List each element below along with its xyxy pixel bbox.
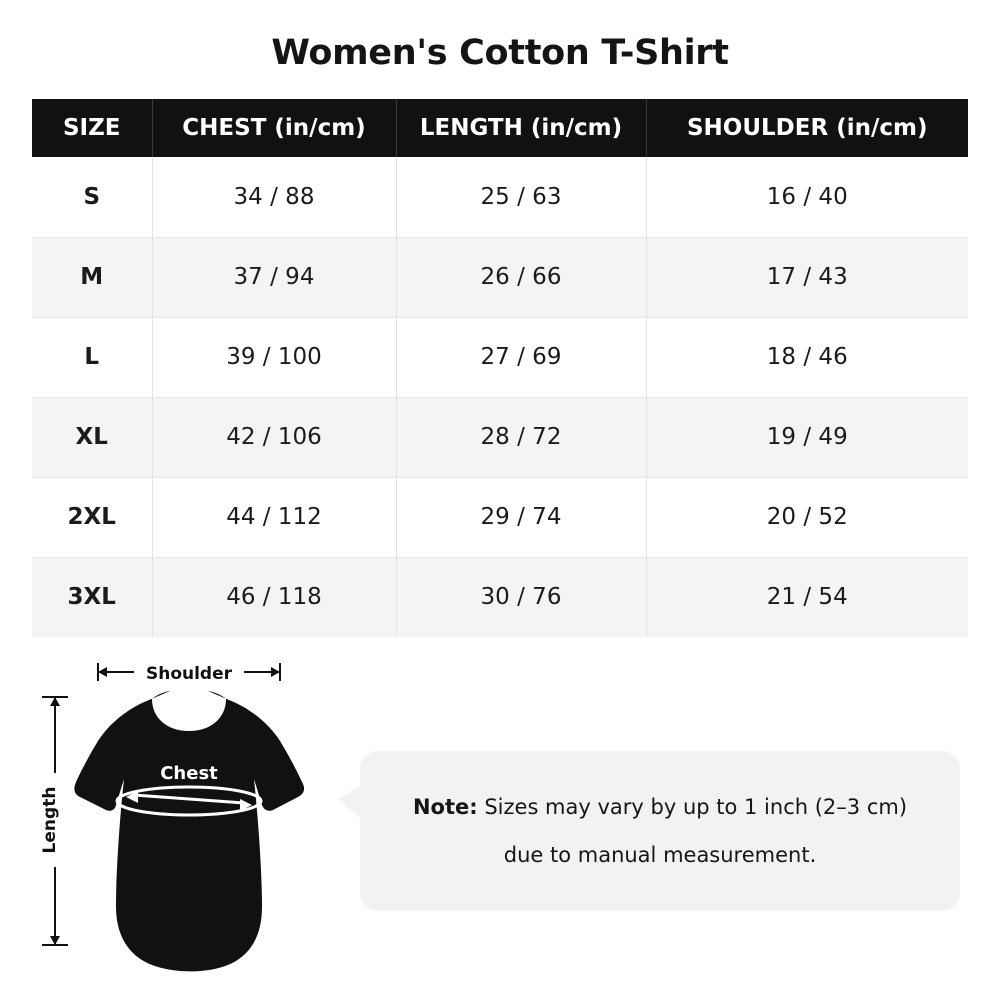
cell-size: XL	[32, 397, 152, 477]
cell-chest: 34 / 88	[152, 157, 396, 237]
size-table	[32, 99, 968, 637]
cell-shoulder: 21 / 54	[646, 557, 968, 637]
table-header-row	[32, 99, 968, 157]
table-row	[32, 557, 968, 637]
cell-chest: 39 / 100	[152, 317, 396, 397]
column-header-shoulder: SHOULDER (in/cm)	[646, 99, 968, 157]
table-row	[32, 317, 968, 397]
cell-length: 27 / 69	[396, 317, 646, 397]
cell-size: M	[32, 237, 152, 317]
length-arrow-top	[50, 697, 60, 706]
note-line-1	[413, 794, 907, 820]
cell-shoulder: 20 / 52	[646, 477, 968, 557]
callout-tail	[338, 785, 362, 819]
cell-shoulder: 19 / 49	[646, 397, 968, 477]
cell-length: 30 / 76	[396, 557, 646, 637]
cell-chest: 42 / 106	[152, 397, 396, 477]
note-text	[360, 751, 960, 911]
column-header-chest: CHEST (in/cm)	[152, 99, 396, 157]
note-label: Note:	[412, 794, 478, 819]
cell-shoulder: 16 / 40	[646, 157, 968, 237]
length-arrow-bottom	[50, 936, 60, 945]
cell-size: L	[32, 317, 152, 397]
note-callout	[360, 751, 960, 911]
shoulder-arrow-right	[271, 667, 280, 677]
cell-size: 2XL	[32, 477, 152, 557]
note-line-2: due to manual measurement.	[503, 843, 817, 867]
table-header	[32, 99, 968, 157]
cell-length: 28 / 72	[396, 397, 646, 477]
cell-length: 25 / 63	[396, 157, 646, 237]
table-row	[32, 237, 968, 317]
tshirt-illustration	[30, 655, 360, 985]
measurement-diagram	[0, 655, 1000, 985]
table-row	[32, 157, 968, 237]
table-row	[32, 397, 968, 477]
size-table-container	[32, 99, 968, 637]
table-row	[32, 477, 968, 557]
page-title: Women's Cotton T-Shirt	[271, 33, 729, 73]
shoulder-label: Shoulder	[145, 664, 233, 684]
cell-shoulder: 18 / 46	[646, 317, 968, 397]
shoulder-arrow-left	[98, 667, 107, 677]
tshirt-shape	[74, 688, 304, 971]
length-label: Length	[40, 786, 60, 854]
cell-size: 3XL	[32, 557, 152, 637]
column-header-length: LENGTH (in/cm)	[396, 99, 646, 157]
cell-chest: 46 / 118	[152, 557, 396, 637]
cell-chest: 37 / 94	[152, 237, 396, 317]
cell-length: 26 / 66	[396, 237, 646, 317]
cell-size: S	[32, 157, 152, 237]
cell-shoulder: 17 / 43	[646, 237, 968, 317]
chest-label: Chest	[160, 763, 218, 784]
cell-length: 29 / 74	[396, 477, 646, 557]
note-line-1-rest: Sizes may vary by up to 1 inch (2–3 cm)	[477, 794, 908, 819]
cell-chest: 44 / 112	[152, 477, 396, 557]
column-header-size: SIZE	[32, 99, 152, 157]
table-body	[32, 157, 968, 637]
